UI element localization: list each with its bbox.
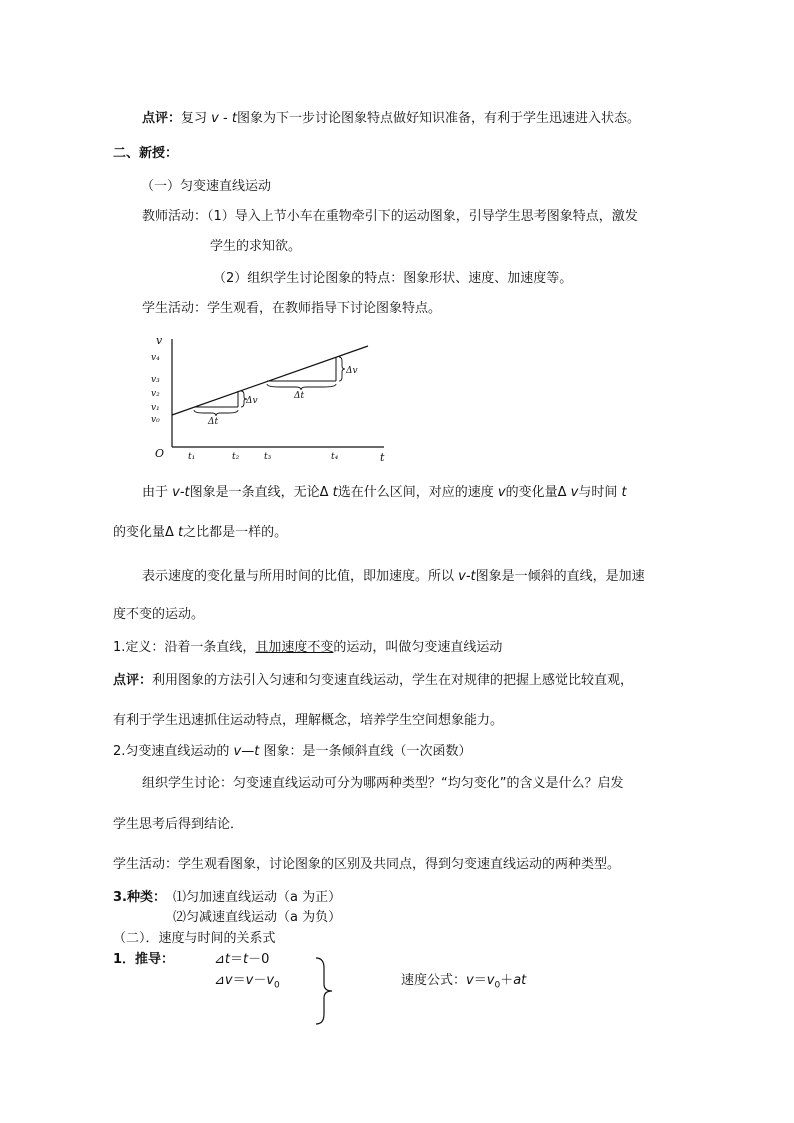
paragraph-1-line1: 由于 v-t图象是一条直线，无论Δ t选在什么区间，对应的速度 v的变化量Δ v与时间 t	[142, 485, 627, 500]
review-label: 点评：	[142, 111, 182, 126]
y-label-v4: v₄	[151, 353, 160, 363]
y-label-v1: v₁	[151, 403, 160, 413]
discussion-line1: 组织学生讨论：匀变速直线运动可分为哪两种类型？“均匀变化”的含义是什么？启发	[142, 776, 624, 791]
paragraph-1-line2: 的变化量Δ t之比都是一样的。	[113, 525, 288, 540]
y-label-v0: v₀	[151, 415, 160, 425]
equation-delta-v: $⊿v=v-v_0$	[214, 973, 280, 991]
subsection-title-1: （一）匀变速直线运动	[141, 179, 272, 194]
student-activity-2: 学生活动：学生观看图象，讨论图象的区别及共同点，得到匀变速直线运动的两种类型。	[113, 857, 621, 872]
var-t: t	[231, 111, 237, 126]
x-label-t2: t₂	[232, 452, 240, 462]
vt-graph	[148, 333, 398, 465]
review-paragraph-2-line2: 有利于学生迅速抓住运动特点，理解概念，培养学生空间想象能力。	[113, 713, 504, 728]
review-text: 复习	[181, 111, 212, 126]
item-2-vt-graph: 2.匀变速直线运动的 v—t 图象：是一条倾斜直线（一次函数）	[113, 744, 472, 759]
discussion-line2: 学生思考后得到结论．	[113, 817, 244, 832]
dt-brace-1	[194, 410, 238, 416]
review-paragraph-1	[142, 110, 640, 128]
velocity-formula: 速度公式：$v=v_0+at$	[401, 973, 527, 991]
dv-brace-2	[339, 357, 345, 381]
review-label-2: 点评：	[113, 673, 153, 688]
curly-brace	[312, 956, 336, 1026]
t-axis-label: t	[380, 451, 385, 464]
dt-brace-2	[267, 384, 336, 390]
paragraph-2-line2: 度不变的运动。	[113, 607, 205, 622]
x-label-t3: t₃	[264, 452, 272, 462]
equation-delta-t: ⊿t＝t－0	[214, 952, 270, 967]
v-axis-label: v	[156, 334, 163, 347]
review-text-rest: 图象为下一步讨论图象特点做好知识准备，有利于学生迅速进入状态。	[236, 111, 640, 126]
types-label: 3.种类：	[113, 890, 166, 905]
y-label-v2: v₂	[151, 389, 160, 399]
type-uniform-acceleration: ⑴匀加速直线运动（a 为正）	[173, 890, 342, 905]
dt-label-1: Δt	[208, 417, 219, 427]
paragraph-2-line1: 表示速度的变化量与所用时间的比值，即加速度。所以 v-t图象是一倾斜的直线，是加速	[142, 569, 645, 584]
underlined-phrase: 且加速度不变	[255, 640, 334, 655]
var-v: v	[211, 111, 219, 126]
teacher-activity-line2: 学生的求知欲。	[210, 239, 302, 254]
subsection-title-2: （二）．速度与时间的关系式	[113, 931, 276, 946]
y-label-v3: v₃	[151, 375, 160, 385]
dv-label-2: Δv	[346, 366, 358, 376]
section-title-new: 二、新授：	[113, 146, 179, 161]
teacher-activity-line3: （2）组织学生讨论图象的特点：图象形状、速度、加速度等。	[213, 271, 573, 286]
teacher-activity-line1: 教师活动：（1）导入上节小车在重物牵引下的运动图象，引导学生思考图象特点，激发	[142, 209, 638, 224]
origin-label: O	[155, 447, 165, 460]
dv-label-1: Δv	[246, 396, 258, 406]
student-activity-1: 学生活动：学生观看，在教师指导下讨论图象特点。	[142, 301, 442, 316]
x-label-t1: t₁	[188, 452, 196, 462]
dt-label-2: Δt	[294, 391, 305, 401]
review-paragraph-2-line1: 点评：利用图象的方法引入匀速和匀变速直线运动，学生在对规律的把握上感觉比较直观，	[113, 673, 634, 688]
dash: -	[218, 111, 232, 126]
x-label-t4: t₄	[331, 452, 339, 462]
definition-1: 1.定义：沿着一条直线，且加速度不变的运动，叫做匀变速直线运动	[113, 640, 503, 655]
derivation-label: 1．推导：	[113, 952, 175, 967]
type-uniform-deceleration: ⑵匀减速直线运动（a 为负）	[173, 910, 342, 925]
